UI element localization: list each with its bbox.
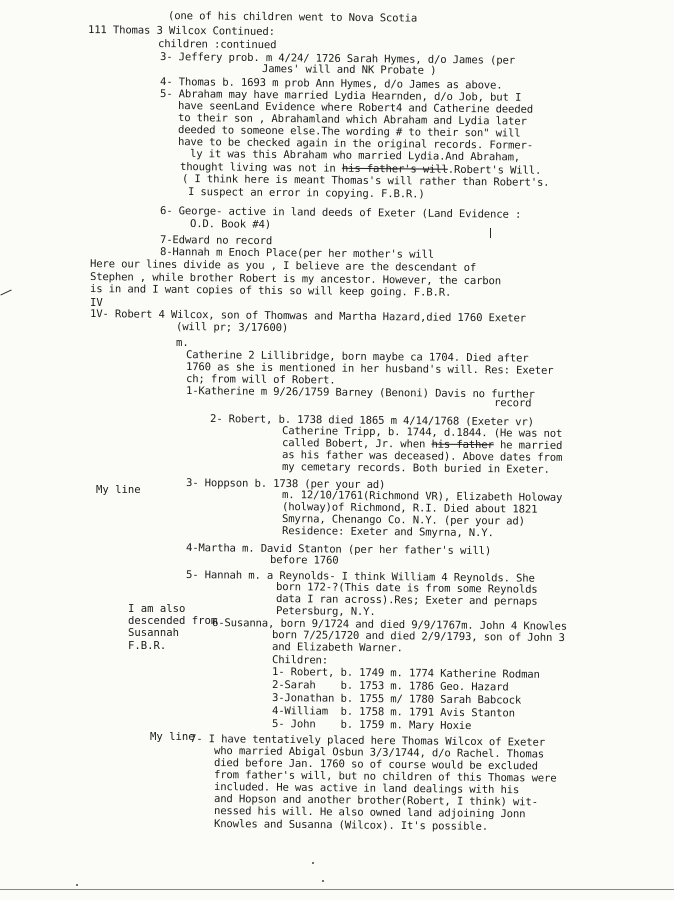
child-entry: as his father was deceased). Above dates from — [281, 449, 563, 464]
margin-note: descended from — [128, 615, 218, 627]
scan-speck — [76, 884, 78, 886]
child-entry: born 7/25/1720 and died 2/9/1793, son of John 3 — [271, 629, 565, 645]
child-entry: 3- Jeffery prob. m 4/24/ 1726 Sarah Hymes, d/o James (per — [159, 51, 516, 67]
child-entry: 3- Hoppson b. 1738 (per your ad) — [185, 477, 386, 492]
margin-note: My line — [150, 731, 195, 743]
text-run: .Robert's Will. — [447, 163, 542, 177]
child-entry: 6-Susanna, born 9/1724 and died 9/9/1767m. John 4 Knowles — [211, 617, 568, 633]
scan-mark — [0, 290, 11, 296]
child-entry: Knowles and Susanna (Wilcox). It's possible. — [213, 818, 489, 833]
margin-note: F.B.R. — [128, 640, 167, 652]
child-entry: record — [493, 397, 532, 410]
child-entry: have to be checked again in the original records. Former- — [177, 136, 534, 152]
struck-text: his father — [431, 438, 494, 452]
spouse-entry: 1760 as she is mentioned in her husband's will. Res: Exeter — [185, 361, 554, 377]
child-entry: Residence: Exeter and Smyrna, N.Y. — [281, 525, 494, 540]
child-entry: and Hopson and another brother(Robert, I think) wit- — [213, 793, 538, 809]
header-line: (one of his children went to Nova Scotia — [167, 10, 418, 25]
text-run: thought living was not in — [179, 161, 342, 175]
grandchild-entry: 3-Jonathan b. 1755 m/ 1780 Sarah Babcock — [271, 692, 522, 707]
child-entry: Petersburg, N.Y. — [275, 605, 376, 619]
spouse-entry: Catherine 2 Lillibridge, born maybe ca 1704. Died after — [185, 349, 529, 365]
grandchild-entry: 5- John b. 1759 m. Mary Hoxie — [271, 718, 472, 733]
child-entry: 2- Robert, b. 1738 died 1865 m 4/14/1768 (Exeter vr) — [209, 413, 534, 429]
child-entry: Smyrna, Chenango Co. N.Y. (per your ad) — [281, 513, 525, 528]
text-run: called Bobert, Jr. when — [281, 437, 432, 451]
margin-note: Susannah — [128, 627, 180, 639]
child-entry: 4-Martha m. David Stanton (per her father's will) — [185, 542, 492, 558]
struck-text: his father's will — [341, 162, 448, 176]
child-entry: my cemetary records. Both buried in Exeter. — [281, 461, 550, 476]
married-mark: m. — [176, 337, 189, 349]
scan-speck — [312, 862, 314, 864]
child-entry: 6- George- active in land deeds of Exeter (Land Evidence : — [159, 205, 522, 221]
spouse-entry: ch; from will of Robert. — [185, 373, 336, 387]
child-entry: 5- Hannah m. a Reynolds- I think William 4 Reynolds. She — [185, 569, 535, 585]
grandchild-entry: 4-William b. 1758 m. 1791 Avis Stanton — [271, 705, 515, 720]
child-entry: and Elizabeth Warner. — [271, 641, 403, 655]
grandchild-entry: 1- Robert, b. 1749 m. 1774 Katherine Rodman — [271, 666, 540, 681]
scan-speck — [322, 880, 324, 882]
margin-note: My line — [96, 484, 141, 496]
header-line: children :continued — [157, 38, 277, 52]
grandchild-entry: 2-Sarah b. 1753 m. 1786 Geo. Hazard — [271, 679, 509, 694]
children-label: Children: — [271, 654, 329, 667]
child-entry: 7- I have tentatively placed here Thomas Wilcox of Exeter — [189, 733, 546, 749]
note-line: is in and I want copies of this so will keep going. F.B.R. — [89, 283, 452, 299]
child-entry: (holway)of Richmond, R.I. Died about 1821 — [281, 501, 538, 516]
child-entry: ( I think here is meant Thomas's will rather than Robert's. — [181, 173, 550, 189]
child-entry: m. 12/10/1761(Richmond VR), Elizabeth Holoway — [281, 489, 563, 504]
child-entry: 5- Abraham may have married Lydia Hearnden, d/o Job, but I — [159, 88, 522, 104]
child-entry: have seenLand Evidence where Robert4 and Catherine deeded — [177, 100, 534, 116]
probate-line: (will pr; 3/17600) — [175, 321, 289, 335]
text-run: he married — [493, 439, 563, 452]
child-entry: 7-Edward no record — [159, 234, 273, 248]
section-heading: 1V- Robert 4 Wilcox, son of Thomwas and Martha Hazard,died 1760 Exeter — [89, 308, 527, 325]
scan-mark — [490, 228, 491, 238]
child-entry: 4- Thomas b. 1693 m prob Ann Hymes, d/o James as above. — [159, 76, 503, 92]
child-entry: 8-Hannah m Enoch Place(per her mother's will — [159, 246, 435, 261]
generation-numeral: IV — [90, 297, 103, 309]
child-entry: nessed his will. He also owned land adjoining Jonn — [213, 805, 526, 821]
child-entry: included. He was active in land dealings with his — [213, 781, 520, 797]
child-entry: died before Jan. 1760 so of course would be excluded — [213, 757, 538, 773]
child-entry: to their son , Abrahamland which Abraham and Lydia later — [177, 112, 527, 128]
child-entry: ly it was this Abraham who married Lydia.And Abraham, — [189, 148, 521, 164]
child-entry: Catherine Tripp, b. 1744, d.1844. (He was not — [281, 425, 563, 440]
note-line: Here our lines divide as you , I believe are the descendant of — [89, 258, 477, 275]
child-entry: data I ran across).Res; Exeter and pernaps — [275, 593, 538, 608]
child-entry: deeded to someone else.The wording # to their son" will — [177, 124, 521, 140]
margin-note: I am also — [128, 603, 186, 615]
child-entry: I suspect an error in copying. F.B.R.) — [187, 186, 425, 201]
section-heading: 111 Thomas 3 Wilcox Continued: — [87, 24, 275, 38]
note-line: Stephen , while brother Robert is my ancestor. However, the carbon — [89, 271, 502, 288]
child-entry: 1-Katherine m 9/26/1759 Barney (Benoni) Davis no further — [185, 385, 535, 401]
scan-edge-line — [0, 889, 674, 890]
child-entry: born 172-?(This date is from some Reynolds — [275, 581, 538, 596]
child-entry: who married Abigal Osbun 3/3/1744, d/o Rachel. Thomas — [213, 745, 545, 761]
child-entry: O.D. Book #4) — [189, 218, 272, 231]
child-entry: from father's will, but no children of this Thomas were — [213, 769, 557, 785]
child-entry: before 1760 — [269, 554, 339, 567]
child-entry: James' will and NK Probate ) — [261, 63, 437, 77]
